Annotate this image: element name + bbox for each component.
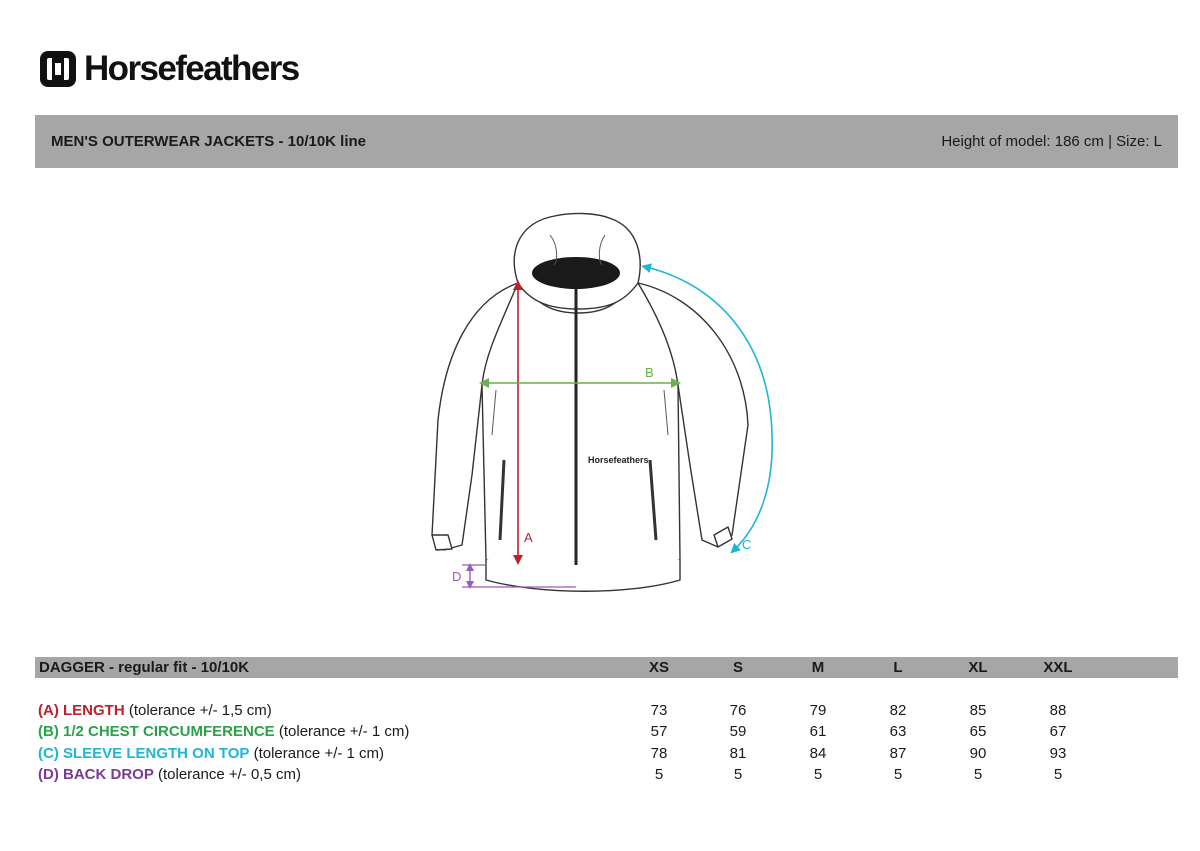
horsefeathers-logo-icon [38, 49, 78, 89]
size-table-header [35, 657, 1178, 678]
table-cell: 57 [650, 723, 668, 740]
size-header: M [811, 659, 825, 676]
measure-b-label: B [645, 365, 654, 380]
measure-c-label: C [742, 537, 752, 552]
table-cell: 84 [809, 745, 827, 762]
chest-logo-text: Horsefeathers [588, 455, 649, 465]
row-note: (tolerance +/- 1,5 cm) [124, 702, 272, 719]
table-row [35, 766, 1178, 786]
row-code: (B) 1/2 CHEST CIRCUMFERENCE [38, 723, 275, 740]
row-code: (A) LENGTH [38, 702, 125, 719]
row-code: (D) BACK DROP [38, 766, 154, 783]
table-cell: 85 [969, 702, 987, 719]
table-cell: 5 [973, 766, 983, 783]
measure-d-label: D [452, 569, 462, 584]
table-cell: 81 [729, 745, 747, 762]
table-cell: 59 [729, 723, 747, 740]
model-info: Height of model: 186 cm | Size: L [941, 133, 1162, 150]
table-cell: 82 [889, 702, 907, 719]
table-cell: 87 [889, 745, 907, 762]
table-cell: 76 [729, 702, 747, 719]
row-label [38, 702, 272, 719]
table-caption: DAGGER - regular fit - 10/10K [39, 659, 250, 676]
row-note: (tolerance +/- 1 cm) [249, 745, 385, 762]
table-cell: 93 [1049, 745, 1067, 762]
table-cell: 90 [969, 745, 987, 762]
table-row [35, 745, 1178, 765]
table-cell: 5 [733, 766, 743, 783]
row-label [38, 723, 409, 740]
row-label [38, 766, 301, 783]
brand-name: Horsefeathers [84, 49, 299, 88]
size-header: S [732, 659, 743, 676]
table-cell: 88 [1049, 702, 1067, 719]
size-header: XL [968, 659, 988, 676]
brand-logo [38, 48, 299, 90]
header-bar [35, 115, 1178, 168]
table-cell: 5 [1053, 766, 1063, 783]
table-cell: 73 [650, 702, 668, 719]
jacket-diagram [400, 205, 800, 605]
row-note: (tolerance +/- 0,5 cm) [153, 766, 301, 783]
size-header: XXL [1043, 659, 1073, 676]
page-title: MEN'S OUTERWEAR JACKETS - 10/10K line [51, 133, 367, 150]
table-cell: 63 [889, 723, 907, 740]
hood-opening [532, 257, 620, 289]
row-label [38, 745, 384, 762]
table-row [35, 723, 1178, 743]
row-note: (tolerance +/- 1 cm) [274, 723, 410, 740]
table-cell: 5 [813, 766, 823, 783]
size-header: L [893, 659, 903, 676]
table-cell: 78 [650, 745, 668, 762]
table-cell: 79 [809, 702, 827, 719]
measure-a-label: A [524, 530, 533, 545]
table-row [35, 702, 1178, 722]
row-code: (C) SLEEVE LENGTH ON TOP [38, 745, 250, 762]
table-cell: 5 [893, 766, 903, 783]
size-header: XS [648, 659, 669, 676]
table-cell: 65 [969, 723, 987, 740]
table-cell: 5 [654, 766, 664, 783]
table-cell: 67 [1049, 723, 1067, 740]
table-cell: 61 [809, 723, 827, 740]
